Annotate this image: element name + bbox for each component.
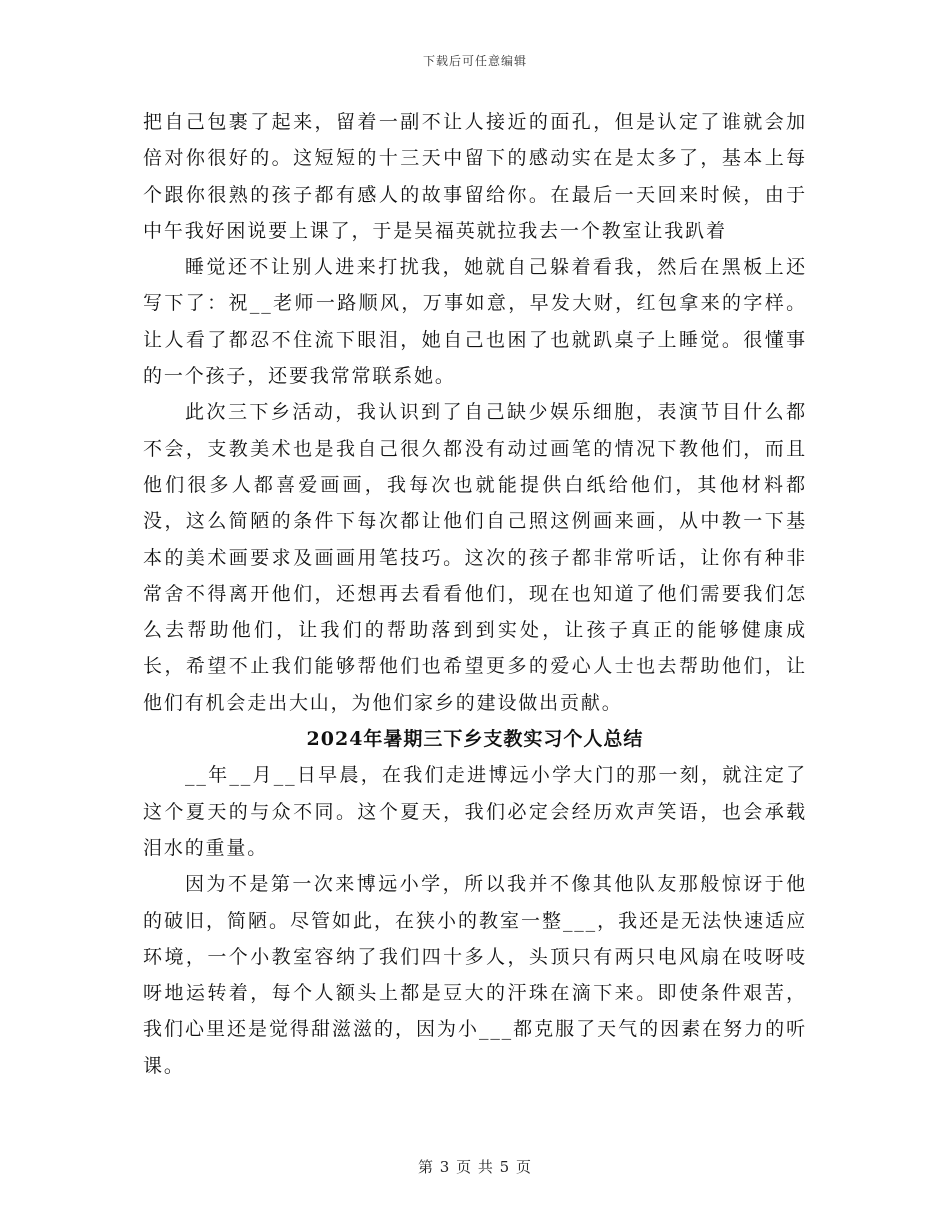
section-paragraph-2: 因为不是第一次来博远小学，所以我并不像其他队友那般惊讶于他的破旧，简陋。尽管如此，在狭小的教室一整___，我还是无法快速适应环境，一个小教室容纳了我们四十多人，头顶只有两只电风扇在吱呀吱呀地运转着，每个人额头上都是豆大的汗珠在滴下来。即使条件艰苦，我们心里还是觉得甜滋滋的，因为小___都克服了天气的因素在努力的听课。 bbox=[143, 873, 807, 1077]
paragraph-1: 把自己包裹了起来，留着一副不让人接近的面孔，但是认定了谁就会加倍对你很好的。这短短的十三天中留下的感动实在是太多了，基本上每个跟你很熟的孩子都有感人的故事留给你。在最后一天回来时候，由于中午我好困说要上课了，于是吴福英就拉我去一个教室让我趴着 bbox=[143, 111, 807, 242]
page-footer: 第 3 页 共 5 页 bbox=[418, 1158, 532, 1176]
page-header: 下载后可任意编辑 bbox=[422, 54, 527, 68]
section-paragraph-1: __年__月__日早晨，在我们走进博远小学大门的那一刻，就注定了这个夏天的与众不同。这个夏天，我们必定会经历欢声笑语，也会承载泪水的重量。 bbox=[143, 764, 807, 859]
paragraph-2: 睡觉还不让别人进来打扰我，她就自己躲着看我，然后在黑板上还写下了：祝__老师一路顺风，万事如意，早发大财，红包拿来的字样。让人看了都忍不住流下眼泪，她自己也困了也就趴桌子上睡觉。很懂事的一个孩子，还要我常常联系她。 bbox=[143, 256, 807, 388]
document-body bbox=[143, 104, 807, 1084]
section-title: 2024年暑期三下乡支教实习个人总结 bbox=[306, 728, 644, 751]
paragraph-3: 此次三下乡活动，我认识到了自己缺少娱乐细胞，表演节目什么都不会，支教美术也是我自己很久都没有动过画笔的情况下教他们，而且他们很多人都喜爱画画，我每次也就能提供白纸给他们，其他材料都没，这么简陋的条件下每次都让他们自己照这例画来画，从中教一下基本的美术画要求及画画用笔技巧。这次的孩子都非常听话，让你有种非常舍不得离开他们，还想再去看看他们，现在也知道了他们需要我们怎么去帮助他们，让我们的帮助落到到实处，让孩子真正的能够健康成长，希望不止我们能够帮他们也希望更多的爱心人士也去帮助他们，让他们有机会走出大山，为他们家乡的建设做出贡献。 bbox=[143, 401, 807, 714]
